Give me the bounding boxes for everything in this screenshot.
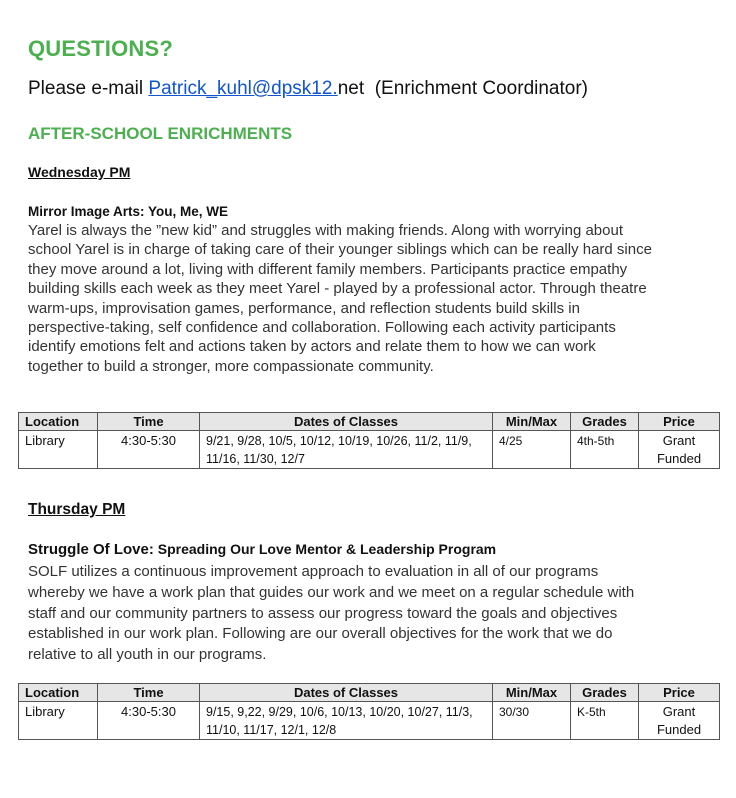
header-grades: Grades <box>571 684 639 702</box>
table-header-row <box>19 684 720 702</box>
day-heading-thursday: Thursday PM <box>28 501 126 518</box>
cell-location: Library <box>19 431 98 469</box>
cell-min-max: 30/30 <box>493 702 571 740</box>
header-time: Time <box>98 413 200 431</box>
contact-line <box>28 78 588 100</box>
cell-price: Grant Funded <box>639 702 720 740</box>
cell-location: Library <box>19 702 98 740</box>
enrichments-heading: AFTER-SCHOOL ENRICHMENTS <box>28 124 293 143</box>
cell-dates: 9/15, 9,22, 9/29, 10/6, 10/13, 10/20, 10/27, 11/3, 11/10, 11/17, 12/1, 12/8 <box>200 702 493 740</box>
cell-grades: K-5th <box>571 702 639 740</box>
class-schedule-table-thursday <box>18 683 720 740</box>
header-min-max: Min/Max <box>493 413 571 431</box>
program-subtitle: You, Me, WE <box>144 204 229 219</box>
cell-grades: 4th-5th <box>571 431 639 469</box>
coordinator-email-link[interactable]: Patrick_kuhl@dpsk12. <box>148 78 338 99</box>
program-title-mirror-image <box>28 204 228 219</box>
program-name: Struggle Of Love: <box>28 541 154 558</box>
coordinator-role: (Enrichment Coordinator) <box>364 78 589 99</box>
header-dates: Dates of Classes <box>200 413 493 431</box>
program-description-struggle-of-love: SOLF utilizes a continuous improvement approach to evaluation in all of our programs whereby we have a work plan that guides our work and we meet on a regular schedule with staff and our community partners to assess our progress toward the goals and objectives established in our work plan. Following are our overall objectives for the work that we do relative to all youth in our programs. <box>28 563 635 664</box>
program-title-struggle-of-love <box>28 541 496 558</box>
program-subtitle: Spreading Our Love Mentor & Leadership Program <box>153 541 497 557</box>
header-location: Location <box>19 413 98 431</box>
questions-heading: QUESTIONS? <box>28 36 174 61</box>
header-min-max: Min/Max <box>493 684 571 702</box>
class-schedule-table-wednesday <box>18 412 720 469</box>
table-header-row <box>19 413 720 431</box>
table-row <box>19 431 720 469</box>
header-dates: Dates of Classes <box>200 684 493 702</box>
table-row <box>19 702 720 740</box>
header-price: Price <box>639 684 720 702</box>
header-price: Price <box>639 413 720 431</box>
cell-time: 4:30-5:30 <box>98 431 200 469</box>
header-grades: Grades <box>571 413 639 431</box>
email-suffix: net <box>337 78 365 99</box>
cell-dates: 9/21, 9/28, 10/5, 10/12, 10/19, 10/26, 11/2, 11/9, 11/16, 11/30, 12/7 <box>200 431 493 469</box>
header-time: Time <box>98 684 200 702</box>
cell-price: Grant Funded <box>639 431 720 469</box>
program-description-mirror-image: Yarel is always the ”new kid” and struggles with making friends. Along with worrying about school Yarel is in charge of taking care of their younger siblings which can be really hard since they move around a lot, living with different family members. Participants practice empathy building skills each week as they meet Yarel - played by a professional actor. Through theatre warm-ups, improvisation games, performance, and reflection students build skills in perspective-taking, self confidence and collaboration. Following each activity participants identify emotions felt and actions taken by actors and relate them to how we can work together to build a stronger, more compassionate community. <box>28 222 652 375</box>
cell-time: 4:30-5:30 <box>98 702 200 740</box>
day-heading-wednesday: Wednesday PM <box>28 164 131 180</box>
header-location: Location <box>19 684 98 702</box>
cell-min-max: 4/25 <box>493 431 571 469</box>
program-name: Mirror Image Arts: <box>28 204 145 219</box>
contact-prefix: Please e-mail <box>28 78 149 99</box>
